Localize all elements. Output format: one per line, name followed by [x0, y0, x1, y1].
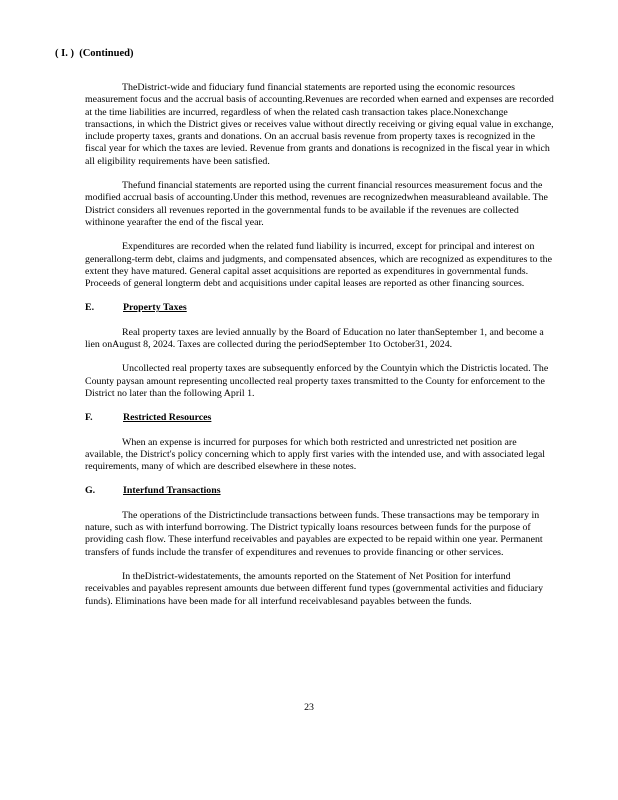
section-paragraph: Uncollected real property taxes are subsequently enforced by the Countyin which the Districtis located. The County paysan amount representing uncollected real property taxes transmitted to the County for enforcement to the District no later than the following April 1. — [85, 363, 549, 399]
section-title: Restricted Resources — [123, 412, 212, 424]
section-heading-restricted-resources — [85, 412, 555, 424]
intro-paragraph-3: Expenditures are recorded when the related fund liability is incurred, except for principal and interest on generallong-term debt, claims and judgments, and compensated absences, which are recognized as expenditures to the extent they have matured. General capital asset acquisitions are reported as expenditures in governmental funds. Proceeds of general longterm debt and acquisitions under capital leases are reported as other financing sources. — [85, 241, 552, 290]
section-letter: F. — [85, 412, 93, 424]
intro-paragraph-1: TheDistrict-wide and fiduciary fund financial statements are reported using the economic resources measurement focus and the accrual basis of accounting.Revenues are recorded when earned and expenses are recorded at the time liabilities are incurred, regardless of when the related cash transaction takes place.Nonexchange transactions, in which the District gives or receives value without directly receiving or giving equal value in exchange, include property taxes, grants and donations. On an accrual basis revenue from property taxes is recognized in the fiscal year for which the taxes are levied. Revenue from grants and donations is recognized in the fiscal year in which all eligibility requirements have been satisfied. — [85, 82, 554, 167]
continued-header: ( I. ) (Continued) — [55, 48, 134, 59]
section-title: Property Taxes — [123, 302, 187, 314]
section-title: Interfund Transactions — [123, 485, 221, 497]
section-heading-interfund-transactions — [85, 485, 555, 497]
section-paragraph: When an expense is incurred for purposes for which both restricted and unrestricted net position are available, the District's policy concerning which to apply first varies with the intended use, and with associated legal requirements, many of which are described elsewhere in these notes. — [85, 436, 546, 473]
section-paragraph: The operations of the Districtinclude transactions between funds. These transactions may be temporary in nature, such as with interfund borrowing. The District typically loans resources between funds for the purpose of providing cash flow. These interfund receivables and payables are expected to be repaid within one year. Permanent transfers of funds include the transfer of expenditures and revenues to provide financing or other services. — [85, 509, 543, 558]
section-paragraph: In theDistrict-widestatements, the amounts reported on the Statement of Net Position for interfund receivables and payables represent amounts due between different fund types (governmental activities and fiduciary funds). Eliminations have been made for all interfund receivablesand payables between the funds. — [85, 570, 544, 607]
intro-paragraph-2: Thefund financial statements are reported using the current financial resources measurement focus and the modified accrual basis of accounting.Under this method, revenues are recognizedwhen measurableand available. The District considers all revenues reported in the governmental funds to be available if the revenues are collected withinone yearafter the end of the fiscal year. — [85, 180, 548, 228]
section-paragraph: Real property taxes are levied annually by the Board of Education no later thanSeptember 1, and become a lien onAugust 8, 2024. Taxes are collected during the periodSeptember 1to October31, 2024. — [85, 326, 544, 351]
section-letter: E. — [85, 302, 95, 314]
section-letter: G. — [85, 485, 96, 497]
page-content — [85, 82, 555, 620]
section-heading-property-taxes — [85, 302, 555, 314]
page-number: 23 — [304, 702, 314, 713]
